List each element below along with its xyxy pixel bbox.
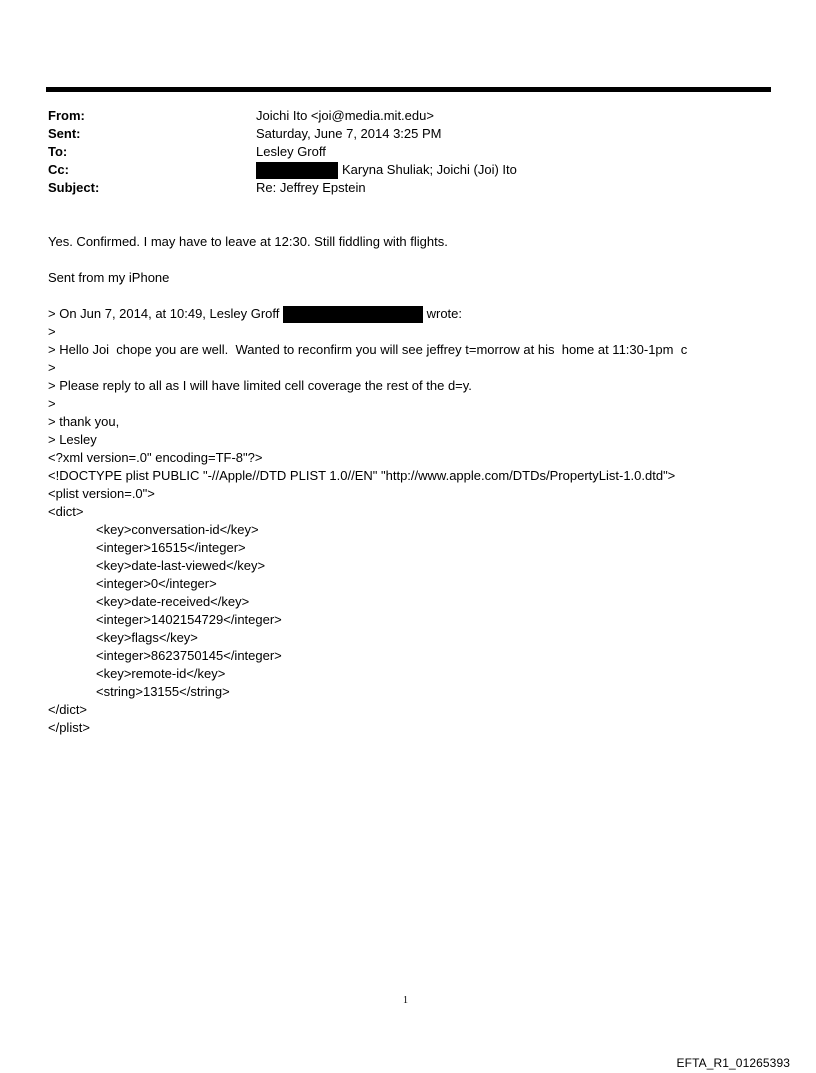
- quote-line: > Lesley: [48, 432, 97, 447]
- from-value: Joichi Ito <joi@media.mit.edu>: [256, 108, 434, 123]
- quote-line: > thank you,: [48, 414, 120, 429]
- plist-end-line: </plist>: [48, 720, 90, 735]
- cc-value: Karyna Shuliak; Joichi (Joi) Ito: [342, 162, 517, 177]
- plist-dict-line: <key>date-received</key>: [96, 594, 250, 609]
- quote-intro-suffix: wrote:: [423, 306, 463, 321]
- quote-line: > Hello Joi chope you are well. Wanted to reconfirm you will see jeffrey t=morrow at his home at 11:30-1pm c: [48, 342, 688, 357]
- quote-line: > Please reply to all as I will have limited cell coverage the rest of the d=y.: [48, 378, 472, 393]
- to-value: Lesley Groff: [256, 144, 326, 159]
- email-redaction-block: [283, 306, 423, 323]
- plist-end-line: </dict>: [48, 702, 88, 717]
- plist-dict-line: <integer>1402154729</integer>: [96, 612, 282, 627]
- quote-intro: [48, 305, 788, 323]
- plist-line: <?xml version=.0" encoding=TF-8"?>: [48, 450, 263, 465]
- plist-dict-line: <key>conversation-id</key>: [96, 522, 259, 537]
- plist-line: <dict>: [48, 504, 84, 519]
- sent-label: Sent:: [48, 126, 81, 141]
- email-body: [48, 233, 788, 737]
- plist-dict-line: <key>remote-id</key>: [96, 666, 226, 681]
- plist-dict-line: <key>flags</key>: [96, 630, 198, 645]
- cc-row: [48, 161, 748, 179]
- plist-dict-line: <integer>8623750145</integer>: [96, 648, 282, 663]
- quote-line: >: [48, 396, 56, 411]
- spacer: [48, 251, 788, 269]
- subject-label: Subject:: [48, 180, 100, 195]
- email-header: [48, 107, 748, 197]
- header-rule: [46, 87, 771, 92]
- signature: Sent from my iPhone: [48, 270, 170, 285]
- sent-value: Saturday, June 7, 2014 3:25 PM: [256, 126, 442, 141]
- page-number: 1: [403, 995, 408, 1006]
- plist-line: <!DOCTYPE plist PUBLIC "-//Apple//DTD PLIST 1.0//EN" "http://www.apple.com/DTDs/PropertyList-1.0.dtd">: [48, 468, 676, 483]
- reply-text: Yes. Confirmed. I may have to leave at 12:30. Still fiddling with flights.: [48, 234, 448, 249]
- plist-dict-line: <integer>16515</integer>: [96, 540, 246, 555]
- plist-line: <plist version=.0">: [48, 486, 155, 501]
- to-label: To:: [48, 144, 68, 159]
- quote-line: >: [48, 360, 56, 375]
- quote-line: >: [48, 324, 56, 339]
- cc-value-wrap: [256, 161, 517, 179]
- plist-dict-line: <key>date-last-viewed</key>: [96, 558, 266, 573]
- sent-row: [48, 125, 748, 143]
- subject-row: [48, 179, 748, 197]
- plist-dict-line: <string>13155</string>: [96, 684, 230, 699]
- spacer: [48, 287, 788, 305]
- from-label: From:: [48, 108, 85, 123]
- subject-value: Re: Jeffrey Epstein: [256, 180, 366, 195]
- cc-redaction-block: [256, 162, 338, 179]
- bates-number: EFTA_R1_01265393: [676, 1056, 790, 1070]
- quote-intro-prefix: > On Jun 7, 2014, at 10:49, Lesley Groff: [48, 306, 283, 321]
- plist-dict-line: <integer>0</integer>: [96, 576, 217, 591]
- from-row: [48, 107, 748, 125]
- cc-label: Cc:: [48, 162, 69, 177]
- to-row: [48, 143, 748, 161]
